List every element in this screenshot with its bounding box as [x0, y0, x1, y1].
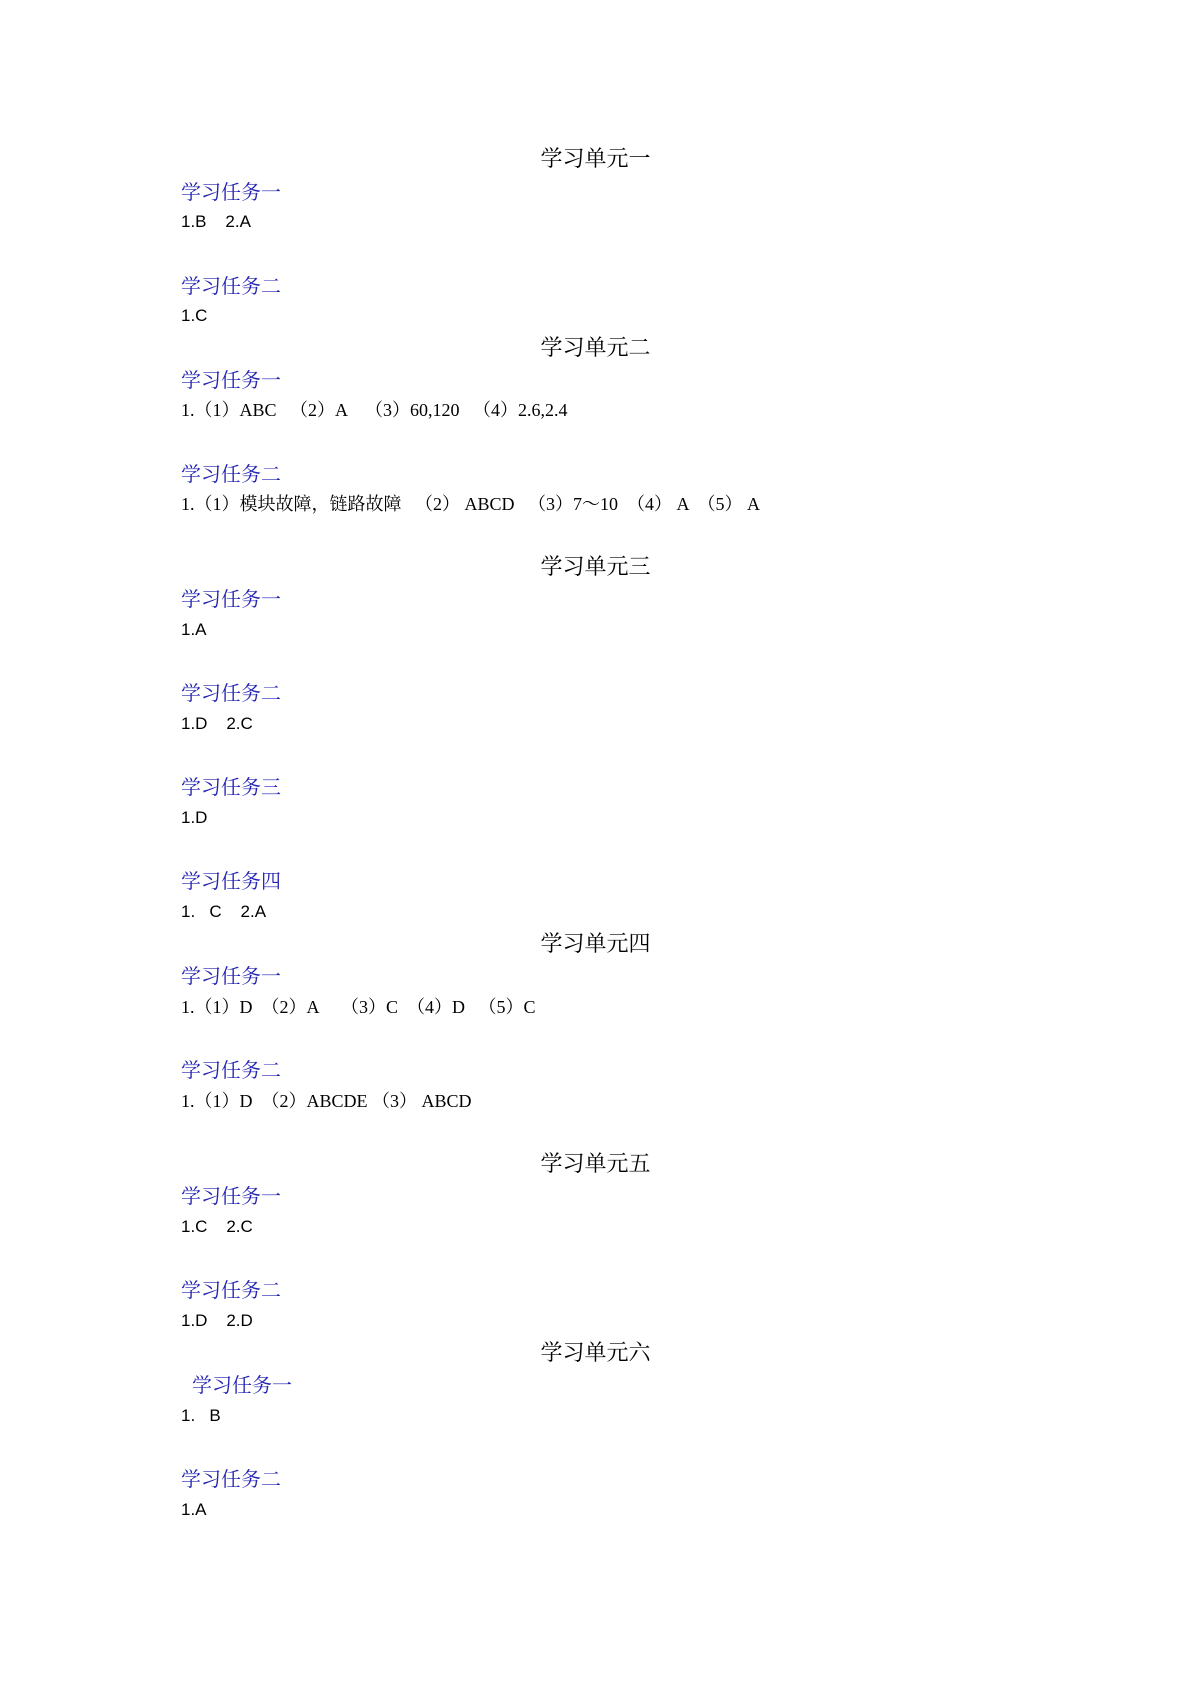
unit-1-task-1-label: 学习任务一 — [181, 180, 281, 204]
unit-4-task-2-label: 学习任务二 — [181, 1058, 281, 1082]
unit-6-task-1-answer: 1. B — [181, 1406, 221, 1425]
unit-4-title: 学习单元四 — [540, 932, 651, 957]
unit-1-title: 学习单元一 — [540, 147, 651, 172]
unit-5-task-1-label: 学习任务一 — [181, 1184, 281, 1208]
unit-2-task-1-answer: 1.（1）ABC （2）A （3）60,120 （4）2.6,2.4 — [181, 400, 568, 420]
unit-6-task-1-label: 学习任务一 — [192, 1373, 292, 1397]
unit-3-task-4-label: 学习任务四 — [181, 869, 281, 893]
unit-4-task-1-answer: 1.（1）D （2）A （3）C （4）D （5）C — [181, 997, 536, 1017]
unit-6-title: 学习单元六 — [540, 1341, 651, 1366]
unit-6-task-2-label: 学习任务二 — [181, 1467, 281, 1491]
unit-1-task-2-label: 学习任务二 — [181, 274, 281, 298]
unit-3-task-1-answer: 1.A — [181, 620, 207, 639]
unit-3-task-1-label: 学习任务一 — [181, 587, 281, 611]
unit-3-title: 学习单元三 — [540, 555, 651, 580]
unit-2-task-2-label: 学习任务二 — [181, 462, 281, 486]
unit-5-title: 学习单元五 — [540, 1152, 651, 1177]
unit-5-task-1-answer: 1.C 2.C — [181, 1217, 253, 1236]
unit-3-task-2-label: 学习任务二 — [181, 681, 281, 705]
unit-6-task-2-answer: 1.A — [181, 1500, 207, 1519]
unit-3-task-3-answer: 1.D — [181, 808, 208, 827]
unit-3-task-2-answer: 1.D 2.C — [181, 714, 253, 733]
unit-2-task-1-label: 学习任务一 — [181, 368, 281, 392]
unit-3-task-4-answer: 1. C 2.A — [181, 902, 267, 921]
unit-1-task-1-answer: 1.B 2.A — [181, 212, 251, 231]
unit-1-task-2-answer: 1.C — [181, 306, 208, 325]
unit-4-task-1-label: 学习任务一 — [181, 964, 281, 988]
unit-3-task-3-label: 学习任务三 — [181, 775, 281, 799]
unit-4-task-2-answer: 1.（1）D （2）ABCDE （3） ABCD — [181, 1091, 472, 1111]
unit-2-task-2-answer: 1.（1）模块故障，链路故障 （2） ABCD （3）7～10 （4） A （5） A — [181, 494, 761, 514]
unit-5-task-2-answer: 1.D 2.D — [181, 1311, 253, 1330]
unit-2-title: 学习单元二 — [540, 336, 651, 361]
unit-5-task-2-label: 学习任务二 — [181, 1278, 281, 1302]
